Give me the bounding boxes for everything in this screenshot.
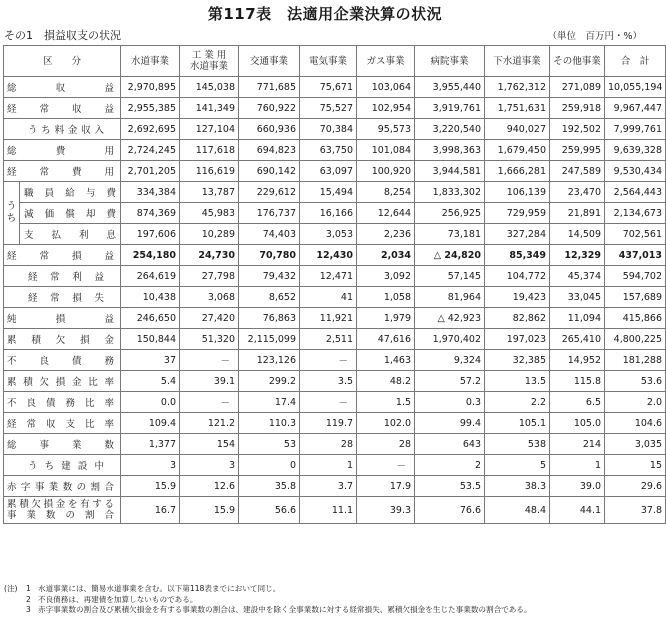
row-label: 累積欠損金を有する 事業数の割合 — [4, 497, 121, 524]
table-cell: 2,955,385 — [121, 98, 180, 119]
table-cell: 192,502 — [550, 119, 605, 140]
table-cell: 10,055,194 — [605, 77, 666, 98]
table-cell: △ 24,820 — [415, 245, 485, 266]
table-cell: 5.4 — [121, 371, 180, 392]
table-cell: 2.0 — [605, 392, 666, 413]
table-cell: 99.4 — [415, 413, 485, 434]
table-cell: 14,952 — [550, 350, 605, 371]
table-cell: 119.7 — [300, 413, 357, 434]
table-cell: 3,998,363 — [415, 140, 485, 161]
table-cell: － — [180, 392, 239, 413]
table-cell: 2,701,205 — [121, 161, 180, 182]
table-cell: 75,671 — [300, 77, 357, 98]
table-row — [4, 392, 666, 413]
table-cell: 81,964 — [415, 287, 485, 308]
table-cell: 101,084 — [357, 140, 415, 161]
table-cell: 15,494 — [300, 182, 357, 203]
table-cell: 104,772 — [485, 266, 550, 287]
table-cell: 271,089 — [550, 77, 605, 98]
table-cell: 56.6 — [239, 497, 300, 524]
table-row — [4, 434, 666, 455]
table-cell: 127,104 — [180, 119, 239, 140]
table-cell: 9,639,328 — [605, 140, 666, 161]
table-row — [4, 350, 666, 371]
table-cell: 2,564,443 — [605, 182, 666, 203]
table-cell: 3,955,440 — [415, 77, 485, 98]
table-cell: 1,679,450 — [485, 140, 550, 161]
table-cell: 47,616 — [357, 329, 415, 350]
table-cell: 150,844 — [121, 329, 180, 350]
table-cell: 76,863 — [239, 308, 300, 329]
table-cell: 874,369 — [121, 203, 180, 224]
table-cell: 247,589 — [550, 161, 605, 182]
table-cell: 4,800,225 — [605, 329, 666, 350]
table-cell: 264,619 — [121, 266, 180, 287]
table-cell: 16.7 — [121, 497, 180, 524]
row-label: 純 損 益 — [4, 308, 121, 329]
header-gas: ガス事業 — [357, 46, 415, 77]
footnote-number: 2 — [26, 594, 31, 604]
table-cell: 104.6 — [605, 413, 666, 434]
table-cell: 9,324 — [415, 350, 485, 371]
table-row — [4, 308, 666, 329]
table-cell: 8,254 — [357, 182, 415, 203]
table-cell: 1,058 — [357, 287, 415, 308]
table-cell: 63,750 — [300, 140, 357, 161]
page-title: 第117表 法適用企業決算の状況 — [207, 5, 443, 23]
table-subtitle: その1 損益収支の状況 — [4, 29, 121, 42]
table-cell: 100,920 — [357, 161, 415, 182]
table-row — [4, 98, 666, 119]
table-cell: 102.0 — [357, 413, 415, 434]
table-cell: 12,430 — [300, 245, 357, 266]
header-electric: 電気事業 — [300, 46, 357, 77]
footnote — [4, 595, 532, 606]
table-cell: 15.9 — [180, 497, 239, 524]
header-water: 水道事業 — [121, 46, 180, 77]
table-cell: － — [300, 392, 357, 413]
table-cell: 23,470 — [550, 182, 605, 203]
row-label: う ち 料 金 収 入 — [4, 119, 121, 140]
table-cell: 940,027 — [485, 119, 550, 140]
table-row — [4, 413, 666, 434]
table-cell: 254,180 — [121, 245, 180, 266]
row-label: 経 常 利 益 — [4, 266, 121, 287]
table-row — [4, 245, 666, 266]
table-cell: 10,289 — [180, 224, 239, 245]
table-cell: 660,936 — [239, 119, 300, 140]
table-cell: 121.2 — [180, 413, 239, 434]
table-cell: 256,925 — [415, 203, 485, 224]
table-cell: 13.5 — [485, 371, 550, 392]
table-cell: 1.5 — [357, 392, 415, 413]
row-label: 累 積 欠 損 金 — [4, 329, 121, 350]
table-cell: 70,780 — [239, 245, 300, 266]
table-cell: 82,862 — [485, 308, 550, 329]
table-cell: 63,097 — [300, 161, 357, 182]
table-row — [4, 140, 666, 161]
table-cell: 771,685 — [239, 77, 300, 98]
table-row — [4, 287, 666, 308]
table-cell: 259,918 — [550, 98, 605, 119]
table-cell: 95,573 — [357, 119, 415, 140]
table-cell: 154 — [180, 434, 239, 455]
table-cell: 2,034 — [357, 245, 415, 266]
table-cell: 197,606 — [121, 224, 180, 245]
header-sewer: 下水道事業 — [485, 46, 550, 77]
row-label: 職 員 給 与 費 — [20, 182, 121, 203]
table-cell: 690,142 — [239, 161, 300, 182]
table-cell: 415,866 — [605, 308, 666, 329]
table-cell: 32,385 — [485, 350, 550, 371]
row-label: 支 払 利 息 — [20, 224, 121, 245]
table-cell: 41 — [300, 287, 357, 308]
table-cell: 53 — [239, 434, 300, 455]
table-cell: 12,329 — [550, 245, 605, 266]
table-cell: 74,403 — [239, 224, 300, 245]
table-cell: 39.0 — [550, 476, 605, 497]
table-cell: 48.4 — [485, 497, 550, 524]
table-cell: 729,959 — [485, 203, 550, 224]
table-row — [4, 497, 666, 524]
table-row — [4, 329, 666, 350]
table-cell: 9,967,447 — [605, 98, 666, 119]
table-cell: 538 — [485, 434, 550, 455]
footnote-text: 赤字事業数の割合及び累積欠損金を有する事業数の割合は、建設中を除く全事業数に対する経常損失、累積欠損金を生じた事業数の割合である。 — [38, 605, 532, 614]
table-cell: 12,644 — [357, 203, 415, 224]
table-cell: 73,181 — [415, 224, 485, 245]
table-cell: 181,288 — [605, 350, 666, 371]
table-row — [4, 371, 666, 392]
table-cell: 3 — [121, 455, 180, 476]
table-cell: 437,013 — [605, 245, 666, 266]
header-category: 区 分 — [4, 46, 121, 77]
row-label: 経 常 収 益 — [4, 98, 121, 119]
table-cell: 702,561 — [605, 224, 666, 245]
table-cell: 11.1 — [300, 497, 357, 524]
table-cell: 27,420 — [180, 308, 239, 329]
table-cell: 79,432 — [239, 266, 300, 287]
row-label: 不 良 債 務 比 率 — [4, 392, 121, 413]
table-cell: 13,787 — [180, 182, 239, 203]
table-cell: 3.5 — [300, 371, 357, 392]
table-cell: 44.1 — [550, 497, 605, 524]
table-cell: 14,509 — [550, 224, 605, 245]
table-cell: 15.9 — [121, 476, 180, 497]
table-cell: 1 — [550, 455, 605, 476]
table-cell: 0.0 — [121, 392, 180, 413]
table-cell: 35.8 — [239, 476, 300, 497]
footnotes — [4, 584, 532, 616]
table-cell: 299.2 — [239, 371, 300, 392]
table-cell: 24,730 — [180, 245, 239, 266]
table-cell: 0 — [239, 455, 300, 476]
table-cell: 70,384 — [300, 119, 357, 140]
table-cell: 75,527 — [300, 98, 357, 119]
footnote-text: 水道事業には、簡易水道事業を含む。以下第118表までにおいて同じ。 — [38, 584, 281, 593]
table-cell: 2,724,245 — [121, 140, 180, 161]
table-cell: 2,970,895 — [121, 77, 180, 98]
table-cell: 10,438 — [121, 287, 180, 308]
table-cell: 19,423 — [485, 287, 550, 308]
table-cell: 29.6 — [605, 476, 666, 497]
row-label: 経 常 損 益 — [4, 245, 121, 266]
header-total: 合 計 — [605, 46, 666, 77]
table-cell: 28 — [300, 434, 357, 455]
table-cell: 3.7 — [300, 476, 357, 497]
table-cell: 3,944,581 — [415, 161, 485, 182]
table-cell: 7,999,761 — [605, 119, 666, 140]
table-cell: 265,410 — [550, 329, 605, 350]
row-label: 経 常 収 支 比 率 — [4, 413, 121, 434]
table-cell: 1 — [300, 455, 357, 476]
table-cell: 694,823 — [239, 140, 300, 161]
table-cell: 53.6 — [605, 371, 666, 392]
table-cell: 3,092 — [357, 266, 415, 287]
table-cell: 115.8 — [550, 371, 605, 392]
table-cell: 48.2 — [357, 371, 415, 392]
table-cell: 11,094 — [550, 308, 605, 329]
table-cell: 12.6 — [180, 476, 239, 497]
table-cell: 76.6 — [415, 497, 485, 524]
table-cell: 39.1 — [180, 371, 239, 392]
table-cell: 116,619 — [180, 161, 239, 182]
table-cell: 2,115,099 — [239, 329, 300, 350]
table-cell: 3,220,540 — [415, 119, 485, 140]
table-cell: 1,970,402 — [415, 329, 485, 350]
table-cell: 197,023 — [485, 329, 550, 350]
footnote-number: 1 — [26, 584, 31, 593]
row-label: 不 良 債 務 — [4, 350, 121, 371]
table-cell: 760,922 — [239, 98, 300, 119]
table-cell: 3 — [180, 455, 239, 476]
table-cell: 17.9 — [357, 476, 415, 497]
row-label: 減 価 償 却 費 — [20, 203, 121, 224]
table-cell: 229,612 — [239, 182, 300, 203]
table-cell: 157,689 — [605, 287, 666, 308]
table-cell: 1,463 — [357, 350, 415, 371]
table-cell: － — [300, 350, 357, 371]
table-cell: 37.8 — [605, 497, 666, 524]
table-cell: 246,650 — [121, 308, 180, 329]
header-other: その他事業 — [550, 46, 605, 77]
table-cell: 109.4 — [121, 413, 180, 434]
row-label: 総 事 業 数 — [4, 434, 121, 455]
table-cell: 12,471 — [300, 266, 357, 287]
header-transport: 交通事業 — [239, 46, 300, 77]
table-cell: － — [357, 455, 415, 476]
table-cell: 1,751,631 — [485, 98, 550, 119]
table-cell: 141,349 — [180, 98, 239, 119]
table-cell: 53.5 — [415, 476, 485, 497]
table-cell: 1,377 — [121, 434, 180, 455]
table-cell: 33,045 — [550, 287, 605, 308]
table-cell: 2,236 — [357, 224, 415, 245]
table-cell: － — [180, 350, 239, 371]
table-cell: 103,064 — [357, 77, 415, 98]
table-cell: 105.0 — [550, 413, 605, 434]
table-cell: 28 — [357, 434, 415, 455]
table-cell: 3,068 — [180, 287, 239, 308]
table-cell: 2 — [415, 455, 485, 476]
table-cell: 11,921 — [300, 308, 357, 329]
table-cell: 39.3 — [357, 497, 415, 524]
row-label: 総 費 用 — [4, 140, 121, 161]
table-cell: 2,511 — [300, 329, 357, 350]
table-row — [4, 119, 666, 140]
table-cell: 1,762,312 — [485, 77, 550, 98]
table-cell: 45,374 — [550, 266, 605, 287]
table-cell: 2.2 — [485, 392, 550, 413]
row-label: 経 常 損 失 — [4, 287, 121, 308]
table-cell: 110.3 — [239, 413, 300, 434]
table-cell: 45,983 — [180, 203, 239, 224]
footnote-head — [4, 595, 26, 606]
table-cell: 1,666,281 — [485, 161, 550, 182]
table-cell: 9,530,434 — [605, 161, 666, 182]
footnote — [4, 605, 532, 616]
unit-label: （単位 百万円・%） — [547, 31, 642, 42]
table-cell: 117,618 — [180, 140, 239, 161]
table-cell: 327,284 — [485, 224, 550, 245]
row-label: 総 収 益 — [4, 77, 121, 98]
header-industrial-water: 工 業 用 水道事業 — [180, 46, 239, 77]
table-cell: 176,737 — [239, 203, 300, 224]
header-row — [4, 46, 666, 77]
table-cell: 5 — [485, 455, 550, 476]
row-label: 経 常 費 用 — [4, 161, 121, 182]
table-row — [4, 161, 666, 182]
table-cell: 38.3 — [485, 476, 550, 497]
table-cell: 85,349 — [485, 245, 550, 266]
table-cell: 214 — [550, 434, 605, 455]
table-cell: 16,166 — [300, 203, 357, 224]
footnote — [4, 584, 532, 595]
table-cell: 123,126 — [239, 350, 300, 371]
table-row — [4, 182, 666, 203]
table-row — [4, 476, 666, 497]
row-label: 累 積 欠 損 金 比 率 — [4, 371, 121, 392]
table-cell: 1,979 — [357, 308, 415, 329]
table-cell: 8,652 — [239, 287, 300, 308]
uchi-label: う ち — [4, 182, 20, 245]
table-cell: 57,145 — [415, 266, 485, 287]
table-cell: 21,891 — [550, 203, 605, 224]
row-label: う ち 建 設 中 — [4, 455, 121, 476]
table-cell: 594,702 — [605, 266, 666, 287]
table-cell: 0.3 — [415, 392, 485, 413]
footnote-head — [4, 605, 26, 616]
table-cell: 334,384 — [121, 182, 180, 203]
table-cell: △ 42,923 — [415, 308, 485, 329]
footnote-number: 3 — [26, 605, 31, 614]
table-cell: 51,320 — [180, 329, 239, 350]
footnote-head: (注) — [4, 584, 18, 593]
table-cell: 3,919,761 — [415, 98, 485, 119]
table-row — [4, 266, 666, 287]
table-row — [4, 77, 666, 98]
table-cell: 2,692,695 — [121, 119, 180, 140]
table-cell: 106,139 — [485, 182, 550, 203]
table-cell: 2,134,673 — [605, 203, 666, 224]
table-cell: 643 — [415, 434, 485, 455]
footnote-text: 不良債務は、再建債を加算しないものである。 — [38, 594, 198, 604]
table-cell: 57.2 — [415, 371, 485, 392]
table-cell: 37 — [121, 350, 180, 371]
settlement-table — [3, 45, 666, 524]
header-hospital: 病院事業 — [415, 46, 485, 77]
table-cell: 102,954 — [357, 98, 415, 119]
table-cell: 3,035 — [605, 434, 666, 455]
table-cell: 17.4 — [239, 392, 300, 413]
table-row — [4, 224, 666, 245]
table-cell: 3,053 — [300, 224, 357, 245]
table-cell: 105.1 — [485, 413, 550, 434]
table-cell: 1,833,302 — [415, 182, 485, 203]
table-cell: 15 — [605, 455, 666, 476]
table-row — [4, 203, 666, 224]
table-row — [4, 455, 666, 476]
table-cell: 259,995 — [550, 140, 605, 161]
table-cell: 6.5 — [550, 392, 605, 413]
table-cell: 27,798 — [180, 266, 239, 287]
table-cell: 145,038 — [180, 77, 239, 98]
row-label: 赤 字 事 業 数 の 割 合 — [4, 476, 121, 497]
